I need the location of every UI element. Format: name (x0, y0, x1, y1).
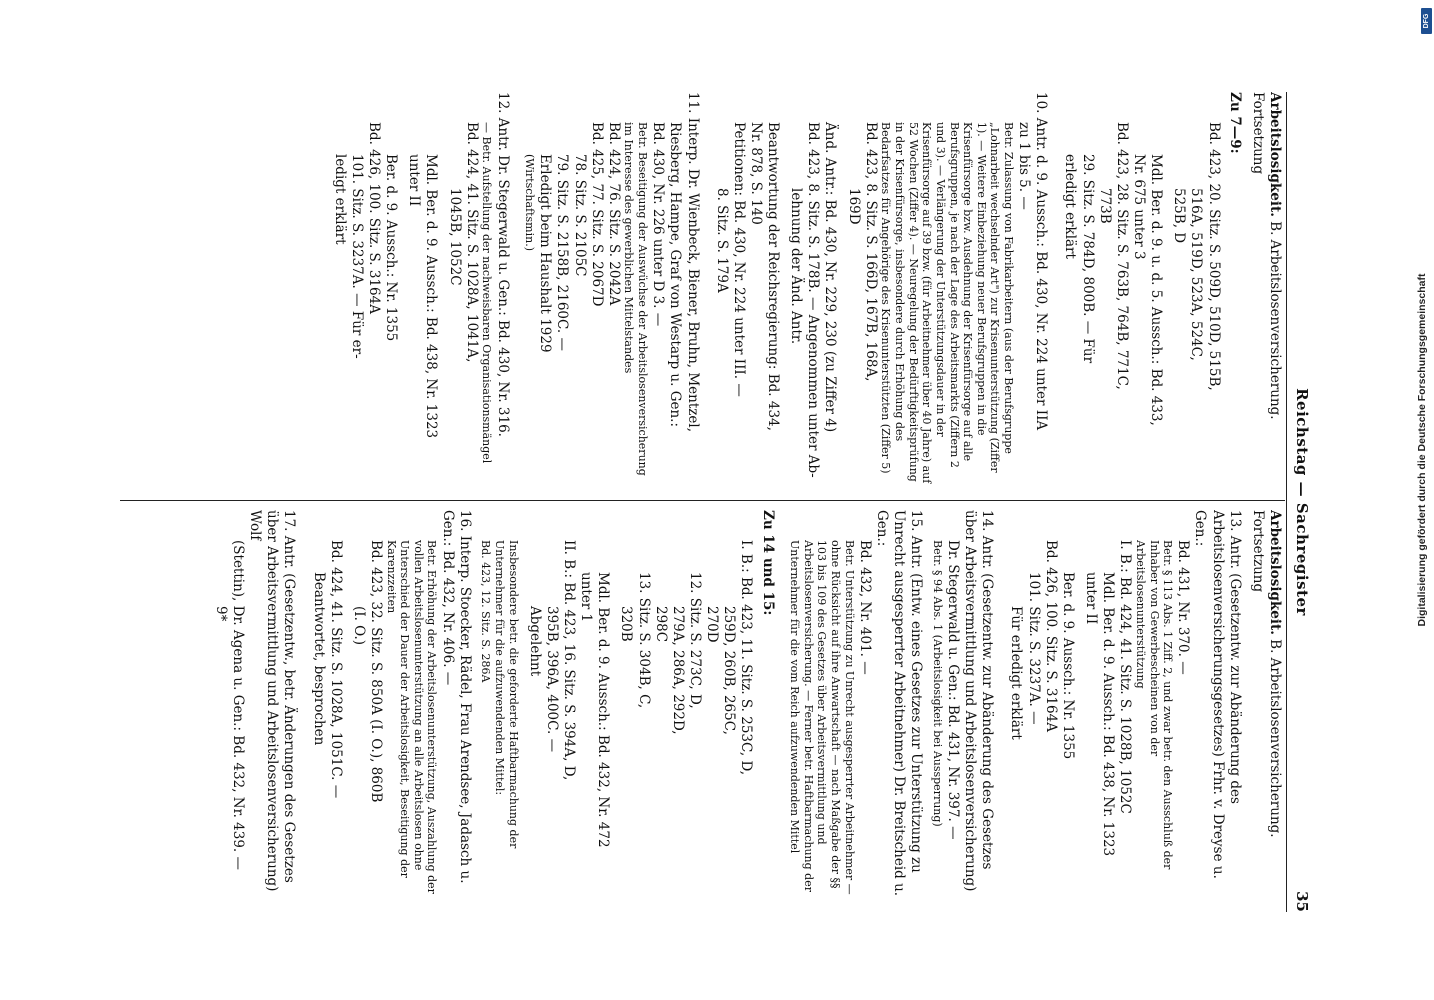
left-column (113, 92, 1283, 485)
register-line: Petitionen: Bd. 430, Nr. 224 unter III. — (730, 122, 747, 397)
line-spacer (611, 510, 617, 903)
register-line: Bd. 426, 100. Sitz. S. 3164A (366, 122, 383, 314)
register-line: 773B (1096, 188, 1113, 224)
register-line: 16. Interp. Stoecker, Rädel, Frau Arendsee, Jadasch u. Gen.: Bd. 432, Nr. 406. — (439, 510, 473, 884)
register-line: Betr. Erhöhung der Arbeitslosenunterstützung, Auszahlung der vollen Arbeitslosenunterstützung an alle Arbeitslosen ohne Unterschied der Dauer der Arbeitslosigkeit, Beseitigung der Karenzzeiten (384, 540, 439, 894)
register-line: 516A, 519D, 523A, 524C, (1188, 188, 1205, 361)
register-line: 14. Antr. (Gesetzentw. zur Abänderung des Gesetzes über Arbeitsvermittlung und Arbeitslosenversicherung) (962, 510, 996, 892)
register-line: unter II (1083, 572, 1099, 625)
register-line: Bd. 431, Nr. 370. — (1175, 540, 1192, 675)
line-spacer (1055, 92, 1061, 485)
register-line: Bd. 425, 77. Sitz. S. 2067D (588, 122, 605, 307)
line-spacer (1076, 510, 1082, 903)
register-line: 395B, 396A, 400C. — (543, 606, 560, 753)
register-line: Betr. § 94 Abs. 1 (Arbeitslosigkeit bei Aussperrung) (930, 540, 944, 827)
register-line: 101. Sitz. S. 3237A. — (1025, 572, 1042, 725)
register-line: Ber. d. 9. Aussch.: Nr. 1355 (383, 154, 400, 342)
document-page (111, 92, 1311, 912)
register-line: erledigt erklärt (1062, 154, 1079, 259)
register-line: Insbesondere betr. die geforderte Haftbarmachung der Unternehmer für die aufzuwendenden Mittel: (492, 540, 520, 849)
line-spacer (839, 92, 845, 485)
register-line: Bd. 423, 8. Sitz. S. 178B. — Angenommen unter Ab- (805, 122, 822, 478)
register-line: Ber. d. 9. Aussch.: Nr. 1355 (1059, 572, 1076, 760)
running-head: Reichstag — Sachregister (1293, 388, 1311, 616)
register-line: (I. O.) (350, 606, 367, 646)
register-line: 29. Sitz. S. 784D, 800B. — Für (1079, 154, 1096, 364)
register-line: 298C (652, 606, 669, 643)
register-line: Betr. Zulassung von Fabrikarbeitern (aus der Berufsgruppe „Lohnarbeit wechselnder Art") zur Krisenunterstützung (Ziffer 1). — Weitere Einbeziehung neuer Berufsgruppen in die Krisenfürsorge bzw. Ausdehnung der Krisenfürsorge auf alle Berufsgruppen, je nach der Lage des Arbeitsmarkts (Ziffern 2 und 3). — Verlängerung der Unterstützungsdauer in der Krisenfürsorge auf 39 bzw. (für Arbeitnehmer über 40 Jahre) auf 52 Wochen (Ziffer 4). — Neuregelung der Bedürftigkeitsprüfung in der Krisenfürsorge, insbesondere durch Erhöhung des Bedarfsatzes für Angehörige des Krisenunterstützten (Ziffer 5) (879, 122, 1016, 484)
register-line: 13. Antr. (Gesetzentw. zur Abänderung des Arbeitslosenversicherungsgesetzes) Frhr. v. Dreyse u. Gen.: (1192, 510, 1243, 879)
register-line: Mdl. Ber. d. 9. u. d. 5. Aussch.: Bd. 433, (1148, 154, 1165, 426)
register-line: Betr. § 113 Abs. 1 Ziff. 2, und zwar betr. den Ausschluß der Inhaber von Gewerbescheinen von der Arbeitslosenunterstützung (1133, 540, 1175, 870)
register-line: 8. Sitz. S. 179A (713, 188, 730, 293)
register-line: 78. Sitz. S. 2105C (571, 154, 588, 277)
line-spacer (511, 92, 517, 485)
register-line: — Betr. Aufstellung der nachweisbaren Organisationsmängel (480, 122, 494, 464)
line-spacer (1164, 92, 1170, 485)
register-line: Bd. 426, 100. Sitz. S. 3164A (1042, 540, 1059, 732)
register-line: 79. Sitz. S. 2158B, 2160C. — (554, 154, 571, 351)
line-spacer (701, 92, 707, 485)
register-line: 17. Antr. (Gesetzentw., betr. Änderungen des Gesetzes über Arbeitsvermittlung und Arbeitslosenversicherung) Wolf (247, 510, 298, 892)
register-line: Mdl. Ber. d. 9. Aussch.: Bd. 438, Nr. 1323 (423, 154, 440, 439)
register-line: ledigt erklärt (331, 154, 348, 245)
line-spacer (707, 92, 713, 485)
line-spacer (399, 92, 405, 485)
register-line: (Stettin), Dr. Agena u. Gen.: Bd. 432, Nr. 439. — (229, 540, 246, 871)
right-heading-continuation: B. Arbeitslosenversicherung. Fortsetzung (1249, 510, 1283, 838)
register-line: Bd. 432, Nr. 401. — (856, 540, 873, 675)
register-line: Dr. Stegerwald u. Gen.: Bd. 431, Nr. 397. — (945, 540, 962, 840)
register-line: (Wirtschaftsmin.) (523, 154, 537, 252)
register-line: 279A, 286A, 292D, (669, 606, 686, 735)
register-line: 270D (704, 606, 721, 643)
line-spacer (520, 510, 526, 903)
register-line: Betr. Unterstützung zu Unrecht ausgesperrter Arbeitnehmer — ohne Rücksicht auf ihre Anwartschaft — nach Maßgabe der §§ 103 bis 109 des Gesetzes über Arbeitsvermittlung und Arbeitslosenversicherung. — Ferner betr. Haftbarmachung der Unternehmer für die vom Reich aufzuwendenden Mittel (788, 540, 856, 895)
line-spacer (995, 510, 1001, 903)
register-line: Änd. Antr.: Bd. 430, Nr. 229, 230 (zu Ziffer 4) (822, 122, 839, 433)
register-line: 169D (845, 188, 862, 225)
register-line: Mdl. Ber. d. 9. Aussch.: Bd. 438, Nr. 1323 (1100, 572, 1117, 857)
register-line: 259D, 260B, 265C, (721, 606, 738, 735)
register-line: Nr. 878, S. 140 (747, 122, 764, 225)
register-line: unter 1 (578, 572, 595, 623)
line-spacer (517, 92, 523, 485)
column-divider (120, 500, 1285, 501)
line-spacer (473, 510, 479, 903)
register-line: Mdl. Ber. d. 9. Aussch.: Bd. 432, Nr. 472 (595, 572, 612, 848)
right-column-heading (1249, 510, 1283, 903)
right-column (113, 510, 1283, 903)
register-line: lehnung der Änd. Antr. (788, 188, 805, 345)
register-line: 1045B, 1052C (446, 188, 463, 286)
register-line: Riesberg, Hampe, Graf von Westarp u. Gen.: (667, 122, 684, 427)
header-rule (1286, 92, 1287, 912)
register-line: Erledigt beim Haushalt 1929 (537, 154, 554, 353)
register-line: 13. Sitz. S. 304B, C, (635, 572, 652, 709)
register-line: Bd. 424, 76. Sitz. S. 2042A (605, 122, 622, 306)
left-column-entries (331, 92, 1243, 485)
register-line: 12. Sitz. S. 273C, D, (687, 572, 703, 709)
page-number: 35 (1293, 891, 1311, 912)
register-line: Bd. 423, 8. Sitz. S. 166D, 167B, 168A, (862, 122, 879, 382)
line-spacer (439, 92, 445, 485)
register-line: 9* (212, 606, 229, 622)
right-column-entries (212, 510, 1243, 903)
register-line: Beantwortung der Reichsregierung: Bd. 434, (765, 122, 782, 431)
register-line: unter II (406, 154, 423, 207)
subheading: Zu 7—9: (1226, 92, 1243, 154)
register-line: Nr. 675 unter 3 (1131, 154, 1148, 260)
register-line: 12. Antr. Dr. Stegerwald u. Gen.: Bd. 430, Nr. 316. (494, 92, 511, 437)
register-line: 11. Interp. Dr. Wienbeck, Biener, Bruhn, Mentzel, (684, 92, 701, 432)
subheading: Zu 14 und 15: (759, 510, 776, 616)
register-line: 101. Sitz. S. 3237A. — Für er- (348, 154, 365, 359)
register-line: Für erledigt erklärt (1008, 606, 1025, 740)
register-line: Bd. 423, 32. Sitz. S. 850A (I. O.), 860B (367, 540, 384, 803)
register-line: Betr. Beseitigung der Auswüchse der Arbeitslosenversicherung im Interesse des gewerblichen Mittelstandes (622, 122, 650, 476)
register-line: II. B.: Bd. 423, 16. Sitz. S. 394A, D, (561, 540, 578, 781)
register-line: Bd. 424, 41. Sitz. S. 1028A, 1041A, (463, 122, 480, 363)
register-line: zu 1 bis 5. — (1016, 122, 1033, 210)
register-line: Bd. 424, 41. Sitz. S. 1028A, 1051C. — (327, 540, 344, 799)
register-line: Bd. 423, 28. Sitz. S. 763B, 764B, 771C, (1113, 122, 1130, 390)
register-line: 10. Antr. d. 9. Aussch.: Bd. 430, Nr. 224 unter IIA (1033, 92, 1050, 431)
register-line: Bd. 423, 20. Sitz. S. 509D, 510D, 515B, (1205, 122, 1222, 391)
register-line: 525B, D (1171, 188, 1188, 244)
register-line: 320B (618, 606, 635, 642)
dfg-logo-text: DFG (1423, 13, 1430, 29)
register-line: Bd. 423, 12. Sitz. S. 286A (479, 540, 493, 683)
register-line: Beantwortet, besprochen (310, 572, 327, 746)
register-line: I. B.: Bd. 423, 11. Sitz. S. 253C, D, (738, 540, 755, 776)
left-column-heading (1249, 92, 1283, 485)
dfg-logo (1421, 8, 1432, 34)
register-line: Bd. 430, Nr. 226 unter D 3. — (650, 122, 667, 327)
register-line: 15. Antr. (Entw. eines Gesetzes zur Unterstützung zu Unrecht ausgesperrter Arbeitnehmer) Dr. Breitscheid u. Gen.: (873, 510, 925, 897)
line-spacer (297, 510, 303, 903)
right-heading-keyword: Arbeitslosigkeit. (1267, 510, 1283, 635)
digitization-note (1411, 0, 1433, 1000)
register-line: I. B.: Bd. 424, 41. Sitz. S. 1028B, 1052C (1117, 540, 1134, 814)
line-spacer (1049, 92, 1055, 485)
digitization-note-text: Digitalisierung gefördert durch die Deutsche Forschungsgemeinschaft (1416, 273, 1428, 627)
left-heading-continuation: B. Arbeitslosenversicherung. Fortsetzung (1249, 92, 1283, 420)
line-spacer (344, 510, 350, 903)
register-line: Abgelehnt (526, 606, 543, 677)
left-heading-keyword: Arbeitslosigkeit. (1267, 92, 1283, 217)
